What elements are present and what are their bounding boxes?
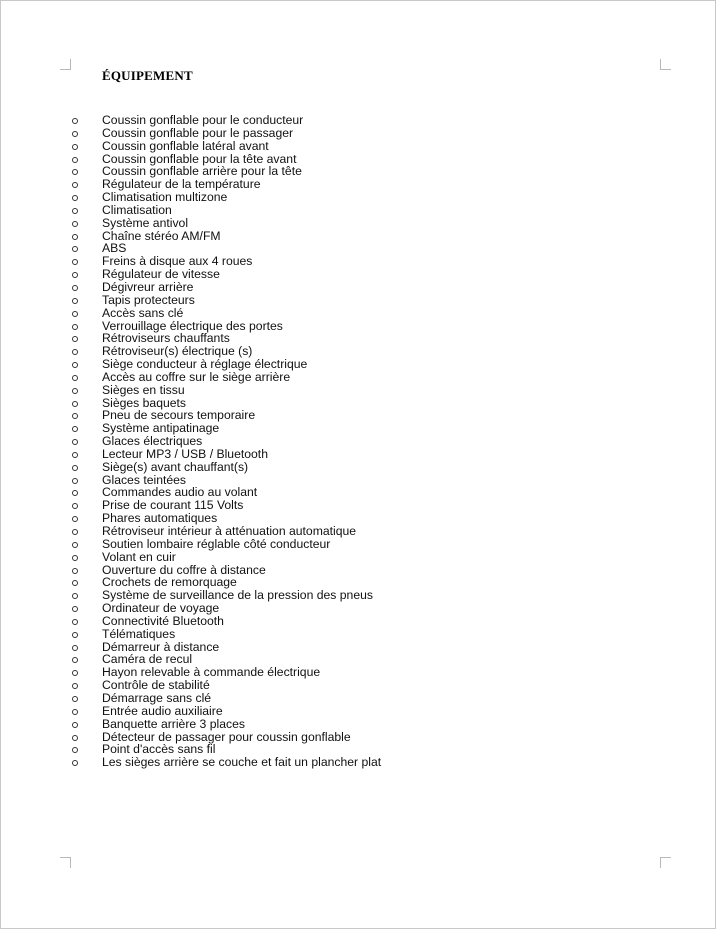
list-item-text: Rétroviseur(s) électrique (s) [102,344,253,359]
circle-bullet-icon [72,580,78,586]
list-item-text: Climatisation multizone [102,190,228,205]
circle-bullet-icon [72,478,78,484]
list-item-text: Système antivol [102,215,189,230]
circle-bullet-icon [72,555,78,561]
list-item-text: Lecteur MP3 / USB / Bluetooth [102,446,268,461]
circle-bullet-icon [72,568,78,574]
list-item-text: Système de surveillance de la pression des pneus [102,588,373,603]
list-item-text: Rétroviseurs chauffants [102,331,230,346]
list-item-text: Glaces teintées [102,472,187,487]
list-item-text: Les sièges arrière se couche et fait un plancher plat [102,755,382,770]
circle-bullet-icon [72,221,78,227]
circle-bullet-icon [72,336,78,342]
list-item-text: Hayon relevable à commande électrique [102,665,321,680]
circle-bullet-icon [72,311,78,317]
circle-bullet-icon [72,362,78,368]
list-item-text: Phares automatiques [102,511,218,526]
list-item-text: Rétroviseur intérieur à atténuation automatique [102,524,357,538]
list-item-text: Tapis protecteurs [102,292,195,307]
list-item-text: Régulateur de vitesse [102,267,220,282]
list-item-text: Caméra de recul [102,652,193,667]
circle-bullet-icon [72,388,78,394]
circle-bullet-icon [72,452,78,458]
list-item-text: Coussin gonflable pour le passager [102,125,294,140]
circle-bullet-icon [72,683,78,689]
list-item-text: Freins à disque aux 4 roues [102,254,253,269]
list-item-text: Banquette arrière 3 places [102,716,245,731]
list-item-text: Point d'accès sans fil [102,742,216,757]
circle-bullet-icon [72,657,78,663]
list-item-text: Climatisation [102,202,172,217]
equipment-list [69,114,381,769]
circle-bullet-icon [72,709,78,715]
list-item-text: Dégivreur arrière [102,279,194,294]
circle-bullet-icon [72,169,78,175]
list-item-text: Siège conducteur à réglage électrique [102,357,308,372]
circle-bullet-icon [72,632,78,638]
circle-bullet-icon [72,490,78,496]
list-item-text: Coussin gonflable pour la tête avant [102,151,297,166]
circle-bullet-icon [72,439,78,445]
list-item-text: Glaces électriques [102,434,203,449]
list-item-text: Détecteur de passager pour coussin gonflable [102,729,351,744]
circle-bullet-icon [72,606,78,612]
list-item-text: Crochets de remorquage [102,575,237,590]
circle-bullet-icon [72,516,78,522]
list-item-text: Siège(s) avant chauffant(s) [102,459,249,474]
circle-bullet-icon [72,349,78,355]
circle-bullet-icon [72,118,78,124]
list-item-text: Soutien lombaire réglable côté conducteur [102,536,331,551]
list-item-text: Pneu de secours temporaire [102,408,256,423]
circle-bullet-icon [72,465,78,471]
circle-bullet-icon [72,144,78,150]
circle-bullet-icon [72,298,78,304]
circle-bullet-icon [72,735,78,741]
circle-bullet-icon [72,722,78,728]
circle-bullet-icon [72,131,78,137]
list-item-text: Télématiques [102,626,176,641]
circle-bullet-icon [72,272,78,278]
list-item-text: Coussin gonflable pour le conducteur [102,113,304,127]
margin-mark-bottom-right [660,857,671,868]
list-item-text: Volant en cuir [102,549,176,564]
circle-bullet-icon [72,670,78,676]
circle-bullet-icon [72,195,78,201]
circle-bullet-icon [72,413,78,419]
circle-bullet-icon [72,208,78,214]
list-item-text: Verrouillage électrique des portes [102,318,283,333]
circle-bullet-icon [72,760,78,766]
list-item-text: Accès sans clé [102,305,184,320]
list-item-text: Sièges en tissu [102,382,185,397]
circle-bullet-icon [72,234,78,240]
circle-bullet-icon [72,324,78,330]
circle-bullet-icon [72,529,78,535]
list-item-text: Chaîne stéréo AM/FM [102,228,221,243]
list-item-text: Entrée audio auxiliaire [102,703,223,718]
circle-bullet-icon [72,645,78,651]
list-item [69,756,381,769]
list-item-text: Coussin gonflable latéral avant [102,138,269,153]
circle-bullet-icon [72,542,78,548]
circle-bullet-icon [72,426,78,432]
list-item-text: Sièges baquets [102,395,187,410]
list-item-text: Régulateur de la température [102,177,261,192]
list-item-text: Prise de courant 115 Volts [102,498,244,513]
list-item-text: Accès au coffre sur le siège arrière [102,369,291,384]
margin-mark-bottom-left [60,857,71,868]
list-item-text: Système antipatinage [102,421,220,436]
list-item-text: Ouverture du coffre à distance [102,562,266,577]
circle-bullet-icon [72,375,78,381]
margin-mark-top-left [60,59,71,70]
circle-bullet-icon [72,285,78,291]
list-item-text: Démarrage sans clé [102,690,212,705]
circle-bullet-icon [72,747,78,753]
circle-bullet-icon [72,696,78,702]
list-item-text: Démarreur à distance [102,639,220,654]
circle-bullet-icon [72,259,78,265]
circle-bullet-icon [72,593,78,599]
list-item-text: Connectivité Bluetooth [102,613,224,628]
circle-bullet-icon [72,503,78,509]
list-item-text: Ordinateur de voyage [102,601,220,616]
list-item-text: Contrôle de stabilité [102,678,210,693]
margin-mark-top-right [660,59,671,70]
circle-bullet-icon [72,182,78,188]
circle-bullet-icon [72,619,78,625]
section-heading: ÉQUIPEMENT [102,68,193,83]
list-item-text: ABS [102,241,127,256]
circle-bullet-icon [72,401,78,407]
list-item-text: Coussin gonflable arrière pour la tête [102,164,302,179]
circle-bullet-icon [72,246,78,252]
circle-bullet-icon [72,157,78,163]
list-item-text: Commandes audio au volant [102,485,258,500]
